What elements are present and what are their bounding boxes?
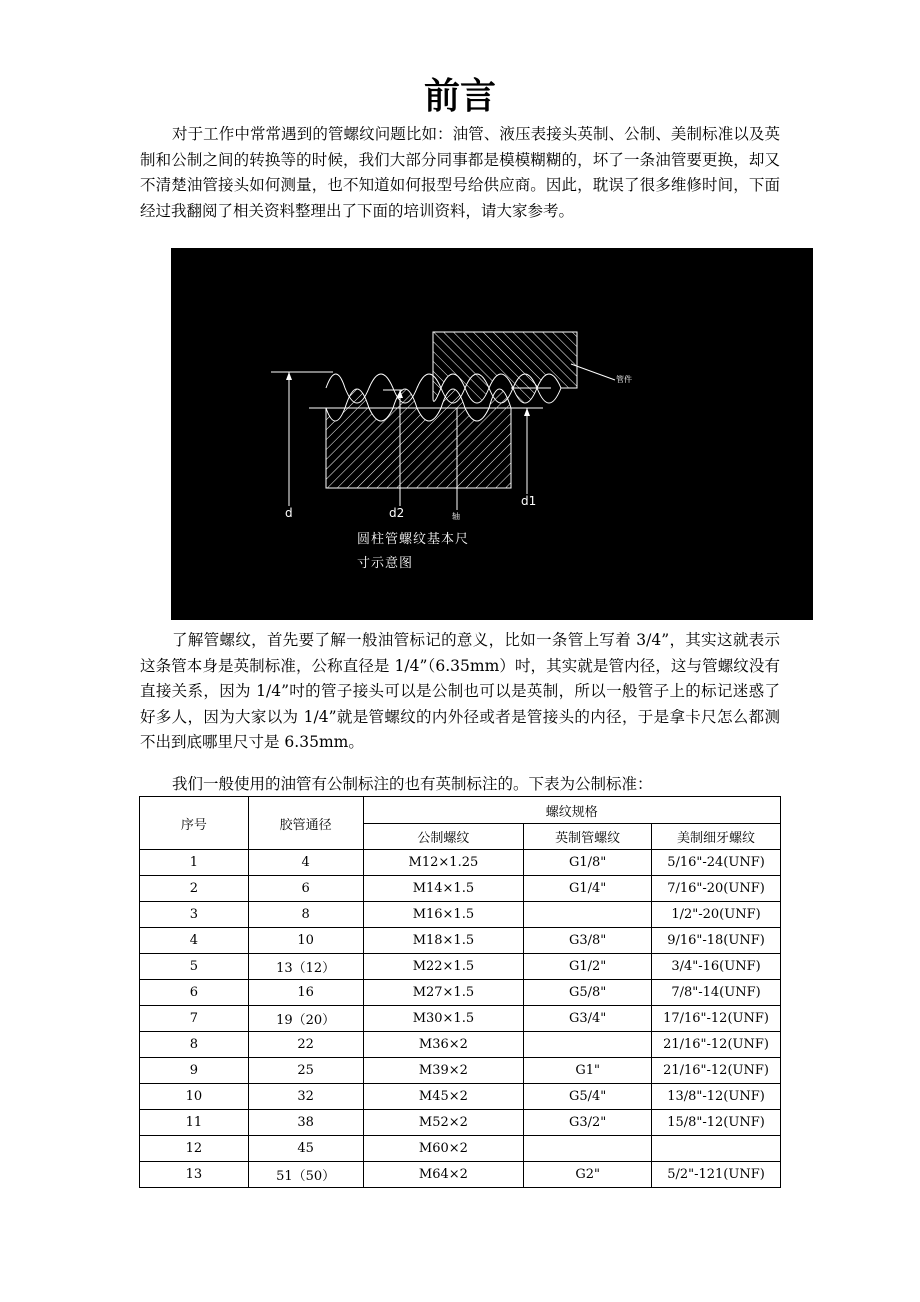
cell-no: 4: [140, 928, 249, 954]
cell-bsp: G1/8": [524, 850, 652, 876]
cell-no: 11: [140, 1110, 249, 1136]
cell-metric: M64×2: [363, 1162, 524, 1188]
header-unf: 美制细牙螺纹: [652, 824, 781, 850]
cell-no: 12: [140, 1136, 249, 1162]
table-row: [140, 876, 781, 902]
cell-bsp: G2": [524, 1162, 652, 1188]
cell-unf: 9/16"-18(UNF): [652, 928, 781, 954]
cell-unf: 7/8"-14(UNF): [652, 980, 781, 1006]
page-title: 前言: [423, 76, 496, 117]
cell-bsp: [524, 902, 652, 928]
table-row: [140, 1162, 781, 1188]
cell-unf: 21/16"-12(UNF): [652, 1032, 781, 1058]
cell-metric: M60×2: [363, 1136, 524, 1162]
cell-hose: 45: [248, 1136, 363, 1162]
thread-diagram: [171, 248, 813, 620]
cell-bsp: G5/4": [524, 1084, 652, 1110]
table-row: [140, 1084, 781, 1110]
cell-bsp: [524, 1136, 652, 1162]
cell-no: 2: [140, 876, 249, 902]
cell-hose: 6: [248, 876, 363, 902]
cell-no: 6: [140, 980, 249, 1006]
header-hose: 胶管通径: [248, 797, 363, 850]
external-thread: [326, 389, 511, 488]
table-intro: 我们一般使用的油管有公制标注的也有英制标注的。下表为公制标准：: [172, 775, 653, 793]
table-row: [140, 1058, 781, 1084]
cell-bsp: G1/4": [524, 876, 652, 902]
cell-bsp: G3/8": [524, 928, 652, 954]
cell-no: 9: [140, 1058, 249, 1084]
cell-bsp: G3/2": [524, 1110, 652, 1136]
cell-unf: 17/16"-12(UNF): [652, 1006, 781, 1032]
cell-hose: 25: [248, 1058, 363, 1084]
cell-metric: M30×1.5: [363, 1006, 524, 1032]
cell-unf: 7/16"-20(UNF): [652, 876, 781, 902]
cell-unf: 5/16"-24(UNF): [652, 850, 781, 876]
label-d2: d2: [389, 506, 405, 520]
cell-hose: 10: [248, 928, 363, 954]
header-bsp: 英制管螺纹: [524, 824, 652, 850]
cell-metric: M12×1.25: [363, 850, 524, 876]
table-row: [140, 980, 781, 1006]
cell-hose: 4: [248, 850, 363, 876]
cell-bsp: G3/4": [524, 1006, 652, 1032]
label-d1: d1: [521, 494, 537, 508]
cell-bsp: G1": [524, 1058, 652, 1084]
cell-no: 5: [140, 954, 249, 980]
cell-bsp: G5/8": [524, 980, 652, 1006]
cell-unf: 3/4"-16(UNF): [652, 954, 781, 980]
table-row: [140, 954, 781, 980]
intro-paragraph: 对于工作中常常遇到的管螺纹问题比如：油管、液压表接头英制、公制、美制标准以及英制和公制之间的转换等的时候，我们大部分同事都是模模糊糊的，坏了一条油管要更换，却又不清楚油管接头如何测量，也不知道如何报型号给供应商。因此，耽误了很多维修时间，下面经过我翻阅了相关资料整理出了下面的培训资料，请大家参考。: [140, 125, 780, 220]
table-row: [140, 850, 781, 876]
cell-hose: 22: [248, 1032, 363, 1058]
figure-caption: [357, 528, 469, 576]
cell-hose: 38: [248, 1110, 363, 1136]
cell-no: 8: [140, 1032, 249, 1058]
table-row: [140, 1006, 781, 1032]
cell-hose: 8: [248, 902, 363, 928]
cell-bsp: G1/2": [524, 954, 652, 980]
cell-unf: 13/8"-12(UNF): [652, 1084, 781, 1110]
cell-unf: 21/16"-12(UNF): [652, 1058, 781, 1084]
cell-unf: [652, 1136, 781, 1162]
table-row: [140, 928, 781, 954]
table-row: [140, 1032, 781, 1058]
cell-no: 7: [140, 1006, 249, 1032]
label-d: d: [285, 506, 293, 520]
cell-metric: M52×2: [363, 1110, 524, 1136]
table-row: [140, 902, 781, 928]
explanation-paragraph: 了解管螺纹，首先要了解一般油管标记的意义，比如一条管上写着 3/4”，其实这就表示这条管本身是英制标准，公称直径是 1/4”（6.35mm）吋，其实就是管内径，这与管螺纹没有直接关系，因为 1/4”吋的管子接头可以是公制也可以是英制，所以一般管子上的标记迷惑了好多人，因为大家以为 1/4”就是管螺纹的内外径或者是管接头的内径，于是拿卡尺怎么都测不出到底哪里尺寸是 6.35mm。: [140, 631, 780, 751]
cell-unf: 5/2"-121(UNF): [652, 1162, 781, 1188]
cell-metric: M14×1.5: [363, 876, 524, 902]
header-metric: 公制螺纹: [363, 824, 524, 850]
cell-hose: 51（50）: [248, 1162, 363, 1188]
header-no: 序号: [140, 797, 249, 850]
cell-no: 10: [140, 1084, 249, 1110]
cell-no: 13: [140, 1162, 249, 1188]
header-spec: 螺纹规格: [363, 797, 780, 824]
cell-hose: 16: [248, 980, 363, 1006]
cell-metric: M36×2: [363, 1032, 524, 1058]
cell-no: 1: [140, 850, 249, 876]
cell-metric: M27×1.5: [363, 980, 524, 1006]
cell-unf: 15/8"-12(UNF): [652, 1110, 781, 1136]
label-pipe: 管件: [616, 375, 632, 384]
table-row: [140, 1136, 781, 1162]
cell-metric: M16×1.5: [363, 902, 524, 928]
cell-bsp: [524, 1032, 652, 1058]
table-row: [140, 1110, 781, 1136]
cell-metric: M18×1.5: [363, 928, 524, 954]
cell-hose: 19（20）: [248, 1006, 363, 1032]
cell-hose: 32: [248, 1084, 363, 1110]
cell-metric: M22×1.5: [363, 954, 524, 980]
cell-hose: 13（12）: [248, 954, 363, 980]
cell-metric: M45×2: [363, 1084, 524, 1110]
thread-spec-table: [139, 796, 781, 1188]
label-axis: 轴: [452, 512, 460, 521]
cell-unf: 1/2"-20(UNF): [652, 902, 781, 928]
caption-line-2: 寸示意图: [357, 556, 414, 571]
caption-line-1: 圆柱管螺纹基本尺: [357, 532, 470, 547]
cell-no: 3: [140, 902, 249, 928]
cell-metric: M39×2: [363, 1058, 524, 1084]
